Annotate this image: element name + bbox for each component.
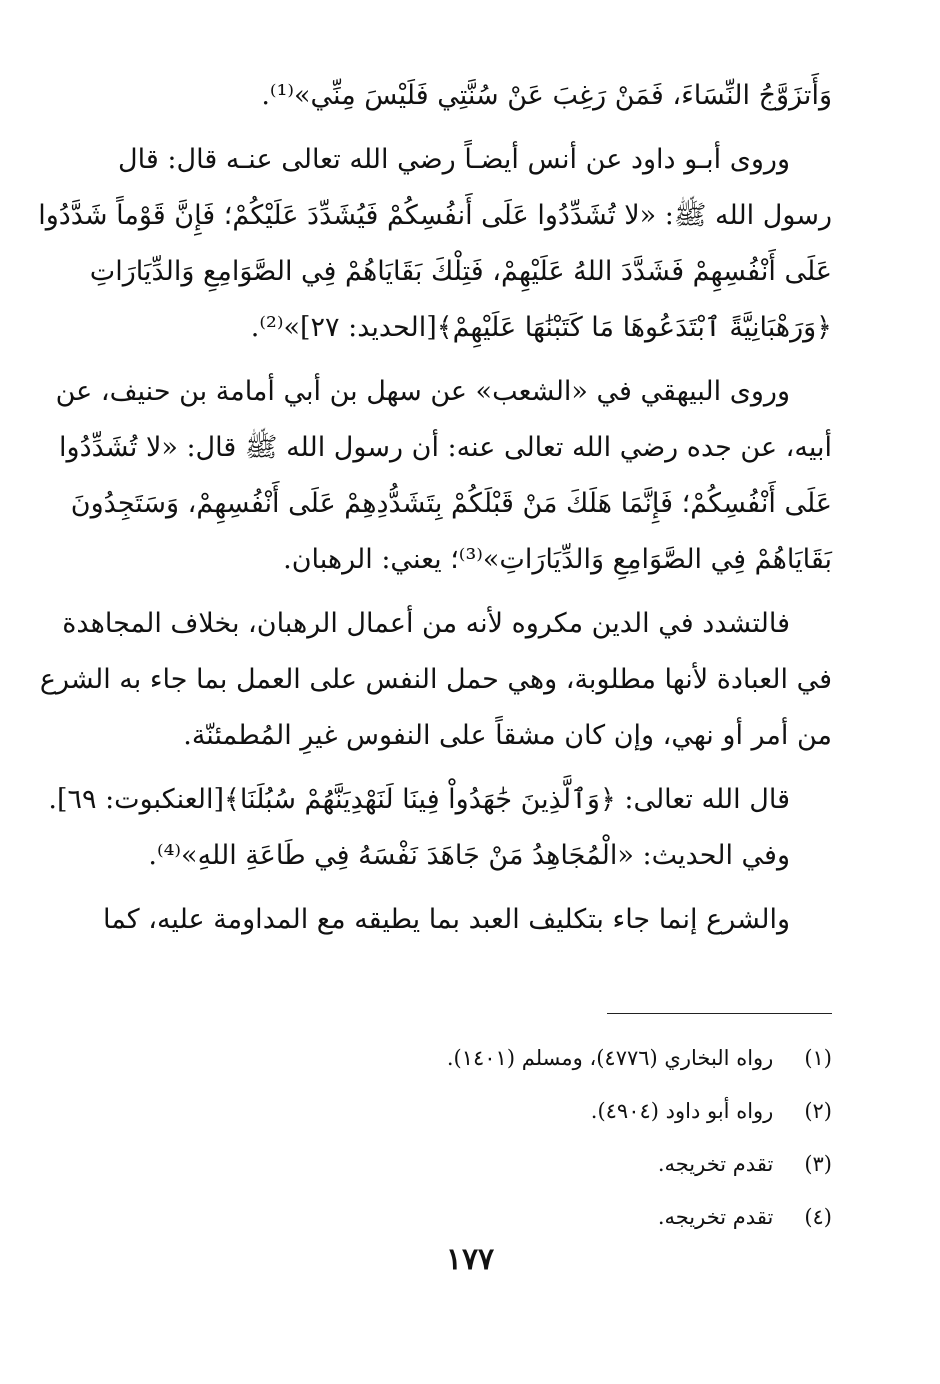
text-line: ﴿وَرَهْبَانِيَّةً ٱبْتَدَعُوهَا مَا كَتَبْنَٰهَا عَلَيْهِمْ﴾[الحديد: ٢٧]»⁽²⁾. [250,312,832,343]
text-line: أبيه، عن جده رضي الله تعالى عنه: أن رسول الله ﷺ قال: «لا تُشَدِّدُوا [59,432,832,463]
footnote-number: (٤) [804,1205,832,1229]
footnotes [300,1032,832,1244]
footnote-text: تقدم تخريجه. [657,1152,774,1176]
footnote-number: (٣) [804,1152,832,1176]
footnote [300,1191,832,1244]
footnote [300,1085,832,1138]
footnote-text: تقدم تخريجه. [657,1205,774,1229]
text-line: عَلَى أَنْفُسِكُمْ؛ فَإِنَّمَا هَلَكَ مَنْ قَبْلَكُمْ بِتَشَدُّدِهِمْ عَلَى أَنْفُسِهِمْ، وَسَتَجِدُونَ [70,488,832,519]
text-line: بَقَايَاهُمْ فِي الصَّوَامِعِ وَالدِّيَارَاتِ»⁽³⁾؛ يعني: الرهبان. [283,544,832,575]
text-line: رسول الله ﷺ: «لا تُشَدِّدُوا عَلَى أَنفُسِكُمْ فَيُشَدِّدَ عَلَيْكُمْ؛ فَإِنَّ قَوْماً شَدَّدُوا [38,200,832,231]
text-line: من أمر أو نهي، وإن كان مشقاً على النفوس غيرِ المُطمئنّة. [183,720,832,751]
text-line: فالتشدد في الدين مكروه لأنه من أعمال الرهبان، بخلاف المجاهدة [62,608,790,639]
footnote-number: (١) [804,1046,832,1070]
text-line: وروى أبـو داود عن أنس أيضـاً رضي الله تعالى عنـه قال: قال [118,144,790,175]
footnote-divider [607,1013,832,1014]
text-line: وَأَتزَوَّجُ النِّسَاءَ، فَمَنْ رَغِبَ عَنْ سُنَّتِي فَلَيْسَ مِنِّي»⁽¹⁾. [261,80,832,111]
page-number: ١٧٧ [445,1242,495,1277]
text-line: والشرع إنما جاء بتكليف العبد بما يطيقه مع المداومة عليه، كما [102,904,790,935]
footnote [300,1032,832,1085]
text-line: عَلَى أَنْفُسِهِمْ فَشَدَّدَ اللهُ عَلَيْهِمْ، فَتِلْكَ بَقَايَاهُمْ فِي الصَّوَامِعِ وَالدِّيَارَاتِ [89,256,832,287]
footnote-text: رواه البخاري (٤٧٧٦)، ومسلم (١٤٠١). [446,1046,774,1070]
main-text [38,68,832,948]
footnote [300,1138,832,1191]
text-line: وفي الحديث: «الْمُجَاهِدُ مَنْ جَاهَدَ نَفْسَهُ فِي طَاعَةِ اللهِ»⁽⁴⁾. [148,840,790,871]
text-line: في العبادة لأنها مطلوبة، وهي حمل النفس على العمل بما جاء به الشرع [39,664,832,695]
text-line: قال الله تعالى: ﴿وَٱلَّذِينَ جَٰهَدُواْ فِينَا لَنَهْدِيَنَّهُمْ سُبُلَنَا﴾[العنكبوت: ٦٩]. [48,784,790,815]
text-line: وروى البيهقي في «الشعب» عن سهل بن أبي أمامة بن حنيف، عن [55,376,790,407]
footnote-number: (٢) [804,1099,832,1123]
footnote-text: رواه أبو داود (٤٩٠٤). [590,1099,774,1123]
